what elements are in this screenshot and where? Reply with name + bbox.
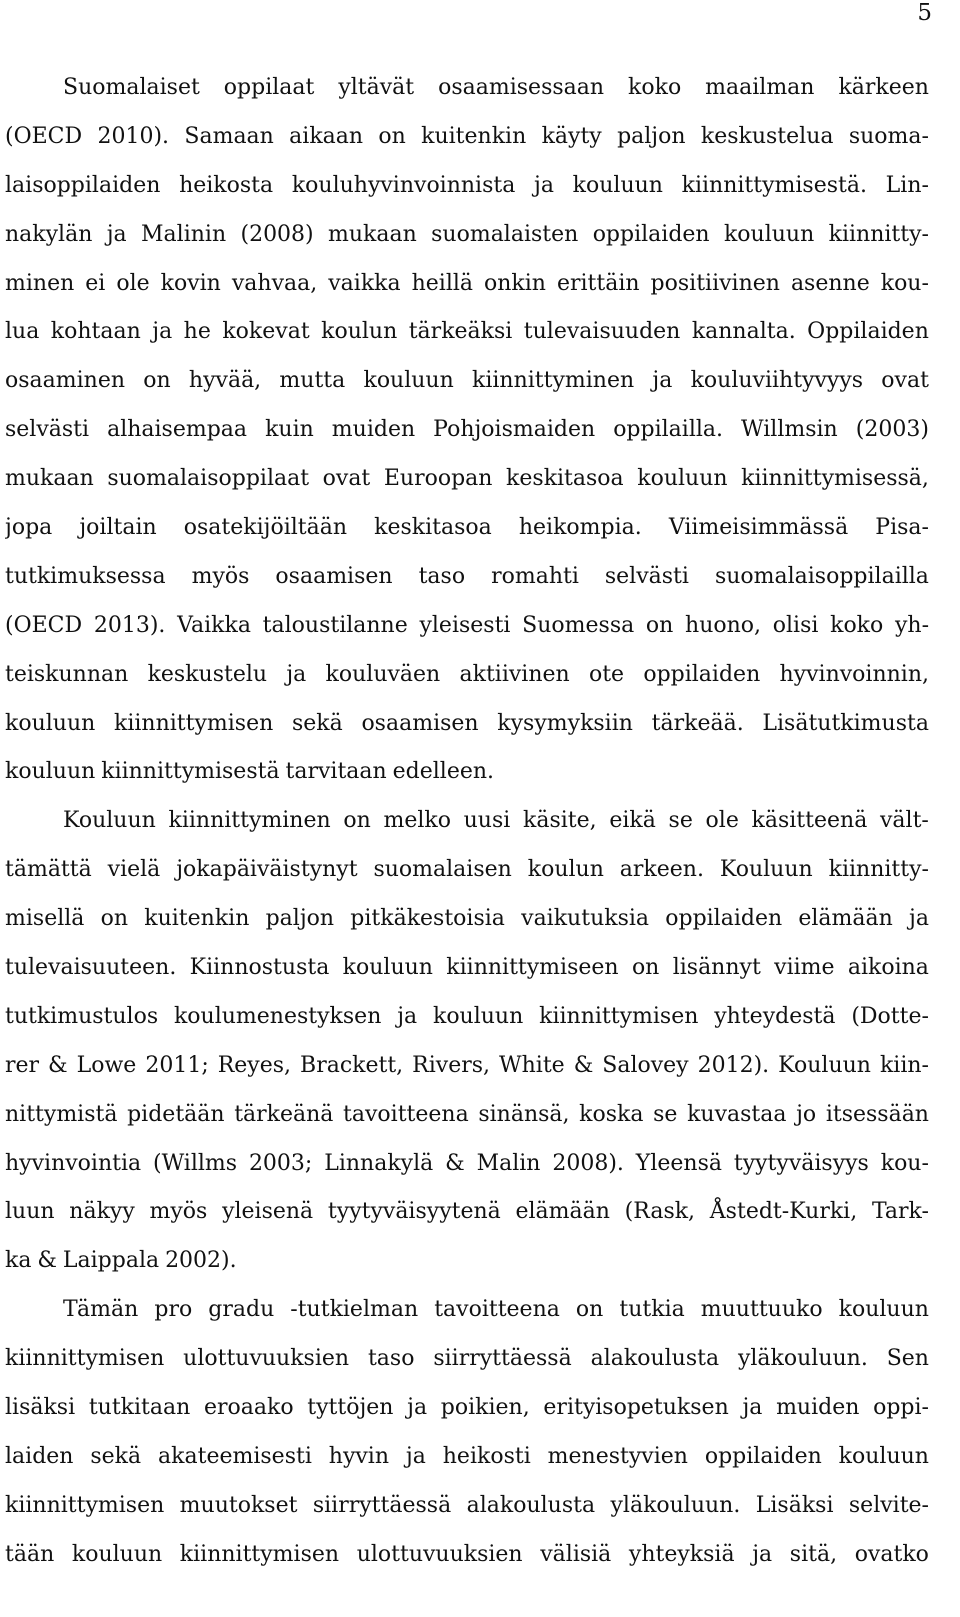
page-number: 5 (917, 0, 932, 26)
text-line: kouluun kiinnittymisestä tarvitaan edelleen. (5, 759, 495, 785)
body-text (5, 64, 929, 1580)
text-line: (OECD 2010). Samaan aikaan on kuitenkin käyty paljon keskustelua suoma- (5, 123, 929, 149)
text-line: hyvinvointia (Willms 2003; Linnakylä & Malin 2008). Yleensä tyytyväisyys kou- (5, 1150, 929, 1176)
text-line: tään kouluun kiinnittymisen ulottuvuuksien välisiä yhteyksiä ja sitä, ovatko (5, 1541, 929, 1567)
text-line: mukaan suomalaisoppilaat ovat Euroopan keskitasoa kouluun kiinnittymisessä, (5, 466, 929, 492)
text-line: tutkimuksessa myös osaamisen taso romahti selvästi suomalaisoppilailla (5, 563, 929, 589)
text-line: lisäksi tutkitaan eroaako tyttöjen ja poikien, erityisopetuksen ja muiden oppi- (5, 1395, 929, 1421)
text-line: minen ei ole kovin vahvaa, vaikka heillä onkin erittäin positiivinen asenne kou- (5, 270, 929, 296)
text-line: Suomalaiset oppilaat yltävät osaamisessaan koko maailman kärkeen (63, 75, 929, 100)
text-line: laisoppilaiden heikosta kouluhyvinvoinnista ja kouluun kiinnittymisestä. Lin- (5, 172, 929, 198)
text-line: Kouluun kiinnittyminen on melko uusi käsite, eikä se ole käsitteenä vält- (63, 808, 929, 834)
text-line: teiskunnan keskustelu ja kouluväen aktiivinen ote oppilaiden hyvinvoinnin, (5, 661, 929, 687)
text-line: luun näkyy myös yleisenä tyytyväisyytenä elämään (Rask, Åstedt-Kurki, Tark- (5, 1199, 929, 1225)
text-line: (OECD 2013). Vaikka taloustilanne yleisesti Suomessa on huono, olisi koko yh- (5, 612, 929, 638)
text-line: nakylän ja Malinin (2008) mukaan suomalaisten oppilaiden kouluun kiinnitty- (5, 221, 929, 247)
text-line: selvästi alhaisempaa kuin muiden Pohjoismaiden oppilailla. Willmsin (2003) (5, 417, 929, 443)
text-line: kiinnittymisen muutokset siirryttäessä alakoulusta yläkouluun. Lisäksi selvite- (5, 1492, 929, 1518)
text-line: kiinnittymisen ulottuvuuksien taso siirryttäessä alakoulusta yläkouluun. Sen (5, 1346, 929, 1372)
text-line: rer & Lowe 2011; Reyes, Brackett, Rivers, White & Salovey 2012). Kouluun kiin- (5, 1052, 929, 1078)
text-line: kouluun kiinnittymisen sekä osaamisen kysymyksiin tärkeää. Lisätutkimusta (5, 710, 929, 736)
text-line: tämättä vielä jokapäiväistynyt suomalaisen koulun arkeen. Kouluun kiinnitty- (5, 857, 929, 883)
text-line: Tämän pro gradu -tutkielman tavoitteena on tutkia muuttuuko kouluun (63, 1297, 929, 1323)
text-line: osaaminen on hyvää, mutta kouluun kiinnittyminen ja kouluviihtyvyys ovat (5, 368, 929, 394)
text-line: lua kohtaan ja he kokevat koulun tärkeäksi tulevaisuuden kannalta. Oppilaiden (5, 319, 929, 345)
text-line: laiden sekä akateemisesti hyvin ja heikosti menestyvien oppilaiden kouluun (5, 1443, 929, 1469)
text-line: ka & Laippala 2002). (5, 1248, 237, 1274)
text-line: tulevaisuuteen. Kiinnostusta kouluun kiinnittymiseen on lisännyt viime aikoina (5, 955, 929, 981)
text-line: jopa joiltain osatekijöiltään keskitasoa heikompia. Viimeisimmässä Pisa- (5, 515, 929, 541)
text-line: tutkimustulos koulumenestyksen ja kouluun kiinnittymisen yhteydestä (Dotte- (5, 1003, 929, 1029)
text-line: nittymistä pidetään tärkeänä tavoitteena sinänsä, koska se kuvastaa jo itsessään (5, 1101, 929, 1127)
text-line: misellä on kuitenkin paljon pitkäkestoisia vaikutuksia oppilaiden elämään ja (5, 906, 929, 932)
